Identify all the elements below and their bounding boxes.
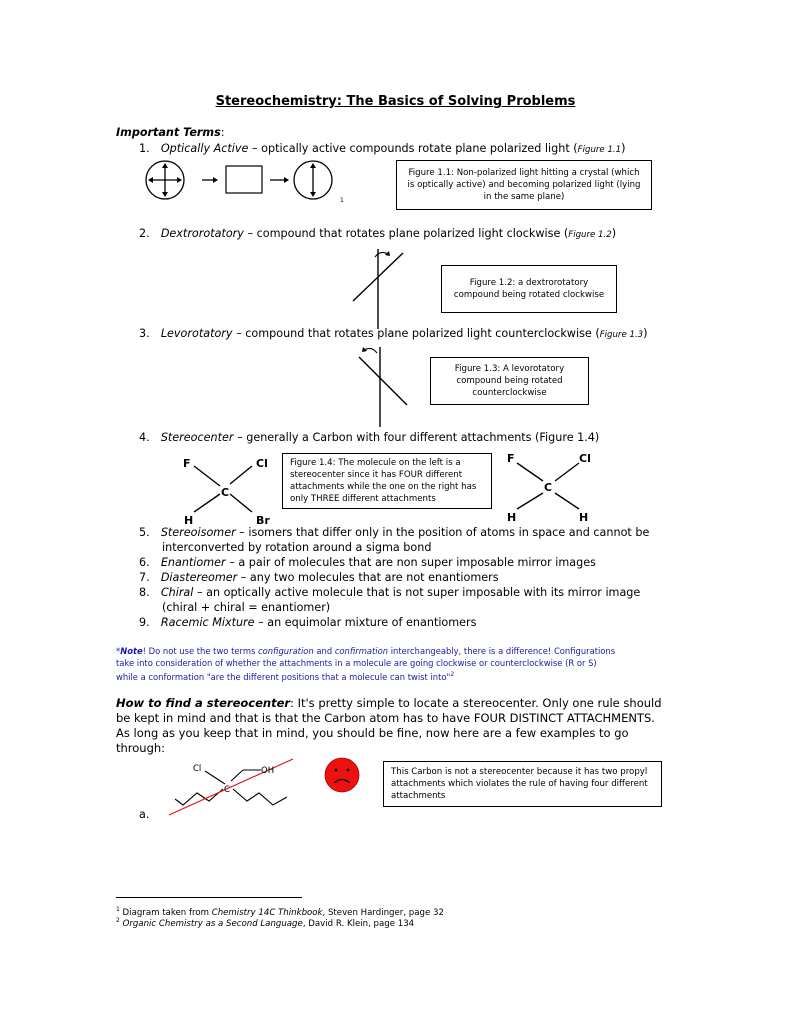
term-4	[139, 431, 599, 444]
term-2	[139, 227, 616, 240]
how-to-line-4: through:	[116, 741, 166, 755]
mol1-cl: Cl	[256, 457, 268, 470]
term-2-close: )	[611, 227, 617, 240]
figure-1-2-diagram	[345, 245, 415, 335]
footnote-1-num: 1	[116, 906, 120, 913]
term-2-fig: Figure 1.2	[568, 230, 612, 240]
term-9	[139, 616, 477, 629]
footnote-1-pre: Diagram taken from	[119, 907, 212, 918]
crystal-icon	[226, 166, 262, 193]
how-to-l1: : It's pretty simple to locate a stereocenter. Only one rule should	[290, 696, 662, 710]
footnote-1-post: , Steven Hardinger, page 32	[322, 907, 444, 918]
note-line-2: take into consideration of whether the attachments in a molecule are going clockwise or counterclockwise (R or S)	[116, 658, 597, 668]
footnote-separator	[116, 897, 302, 898]
term-2-num: 2.	[139, 227, 150, 240]
footnote-1-book: Chemistry 14C Thinkbook	[211, 907, 323, 918]
figure-1-1-diagram	[140, 158, 350, 208]
how-to-line-2: be kept in mind and that is that the Carbon atom has to have FOUR DISTINCT ATTACHMENTS.	[116, 711, 655, 725]
note-ref: 2	[450, 671, 455, 678]
term-1-close: )	[621, 142, 626, 155]
example-oh: OH	[261, 766, 275, 776]
molecule-not-stereocenter	[503, 449, 603, 523]
term-9-term: Racemic Mixture	[160, 616, 255, 629]
term-1-fig: Figure 1.1	[577, 145, 622, 155]
term-4-num: 4.	[139, 431, 150, 444]
term-9-def: – an equimolar mixture of enantiomers	[254, 616, 477, 629]
how-to-line-3: As long as you keep that in mind, you should be fine, now here are a few examples to go	[116, 726, 629, 740]
figure-1-4-caption: Figure 1.4: The molecule on the left is a stereocenter since it has FOUR different attachments while the one on the right has only THREE different attachments	[282, 453, 492, 509]
footnote-2	[116, 917, 414, 929]
mol2-h2: H	[579, 511, 589, 524]
how-to-label: How to find a stereocenter	[116, 696, 291, 710]
term-2-def: – compound that rotates plane polarized light clockwise (	[243, 227, 569, 240]
figure-1-3-caption: Figure 1.3: A levorotatory compound being rotated counterclockwise	[430, 357, 589, 405]
term-5-def: – isomers that differ only in the position of atoms in space and cannot be	[235, 526, 650, 539]
term-1-num: 1.	[139, 142, 150, 155]
important-terms-heading	[116, 126, 225, 139]
term-3-fig: Figure 1.3	[599, 330, 644, 340]
mol1-f: F	[183, 457, 191, 470]
term-8-num: 8.	[139, 586, 150, 599]
note-word-confirmation: confirmation	[334, 646, 389, 656]
term-9-num: 9.	[139, 616, 150, 629]
figure-1-1-ref: 1	[340, 197, 344, 204]
term-7-num: 7.	[139, 571, 150, 584]
note-line-1	[116, 645, 615, 657]
term-1-term: Optically Active	[160, 142, 249, 155]
note-label: Note	[120, 646, 143, 656]
term-3	[139, 327, 648, 340]
mol1-br: Br	[256, 514, 270, 527]
term-7	[139, 571, 499, 584]
note-l1b: interchangeably, there is a difference! Configurations	[388, 646, 616, 656]
term-3-num: 3.	[139, 327, 150, 340]
term-5-num: 5.	[139, 526, 150, 539]
note-line-3	[116, 669, 454, 683]
note-word-configuration: configuration	[258, 646, 314, 656]
term-1-def: – optically active compounds rotate plane polarized light (	[248, 142, 578, 155]
page-title: Stereochemistry: The Basics of Solving Problems	[215, 94, 576, 109]
footnote-2-post: , David R. Klein, page 134	[302, 918, 415, 929]
important-terms-label: Important Terms	[116, 126, 221, 139]
term-8-line2: (chiral + chiral = enantiomer)	[162, 601, 331, 614]
term-6	[139, 556, 596, 569]
term-6-num: 6.	[139, 556, 150, 569]
footnote-2-num: 2	[116, 917, 120, 924]
molecule-stereocenter	[180, 452, 280, 526]
sad-face-icon	[323, 757, 363, 797]
mol2-f: F	[507, 452, 515, 465]
term-1	[139, 142, 625, 155]
term-3-term: Levorotatory	[160, 327, 233, 340]
term-5-line2: interconverted by rotation around a sigma bond	[162, 541, 432, 554]
term-6-term: Enantiomer	[160, 556, 226, 569]
note-l1a: ! Do not use the two terms	[142, 646, 259, 656]
note-l3: while a conformation "are the different positions that a molecule can twist into"	[116, 671, 451, 682]
term-4-def: – generally a Carbon with four different attachments (Figure 1.4)	[233, 431, 600, 444]
term-3-def: – compound that rotates plane polarized light counterclockwise (	[232, 327, 600, 340]
footnote-2-book: Organic Chemistry as a Second Language	[122, 918, 303, 929]
mol2-cl: Cl	[579, 452, 591, 465]
example-molecule	[165, 757, 305, 821]
term-8-term: Chiral	[160, 586, 194, 599]
mol1-h: H	[184, 514, 194, 527]
term-5-term: Stereoisomer	[160, 526, 236, 539]
term-3-close: )	[643, 327, 648, 340]
term-7-def: – any two molecules that are not enantiomers	[237, 571, 499, 584]
term-4-term: Stereocenter	[160, 431, 234, 444]
strike-through-line	[169, 759, 293, 815]
example-item-a: a.	[139, 808, 150, 821]
mol1-c: C	[221, 486, 230, 499]
figure-1-2-caption: Figure 1.2: a dextrorotatory compound being rotated clockwise	[441, 265, 617, 313]
mol2-h1: H	[507, 511, 517, 524]
note-prefix: *	[116, 646, 121, 656]
term-7-term: Diastereomer	[160, 571, 238, 584]
term-8-def: – an optically active molecule that is not super imposable with its mirror image	[193, 586, 641, 599]
mol2-c: C	[544, 481, 553, 494]
example-caption: This Carbon is not a stereocenter because it has two propyl attachments which violates the rule of having four different attachments	[383, 761, 662, 807]
example-cl: Cl	[193, 764, 202, 774]
term-6-def: – a pair of molecules that are non super imposable mirror images	[225, 556, 596, 569]
figure-1-3-diagram	[355, 343, 425, 433]
important-terms-colon: :	[220, 126, 225, 139]
note-and: and	[313, 646, 335, 656]
how-to-line-1	[116, 696, 662, 711]
term-5	[139, 526, 649, 539]
figure-1-1-caption: Figure 1.1: Non-polarized light hitting a crystal (which is optically active) and becoming polarized light (lying in the same plane)	[396, 160, 652, 210]
term-8	[139, 586, 640, 599]
example-c: C	[224, 785, 230, 795]
term-2-term: Dextrorotatory	[160, 227, 244, 240]
